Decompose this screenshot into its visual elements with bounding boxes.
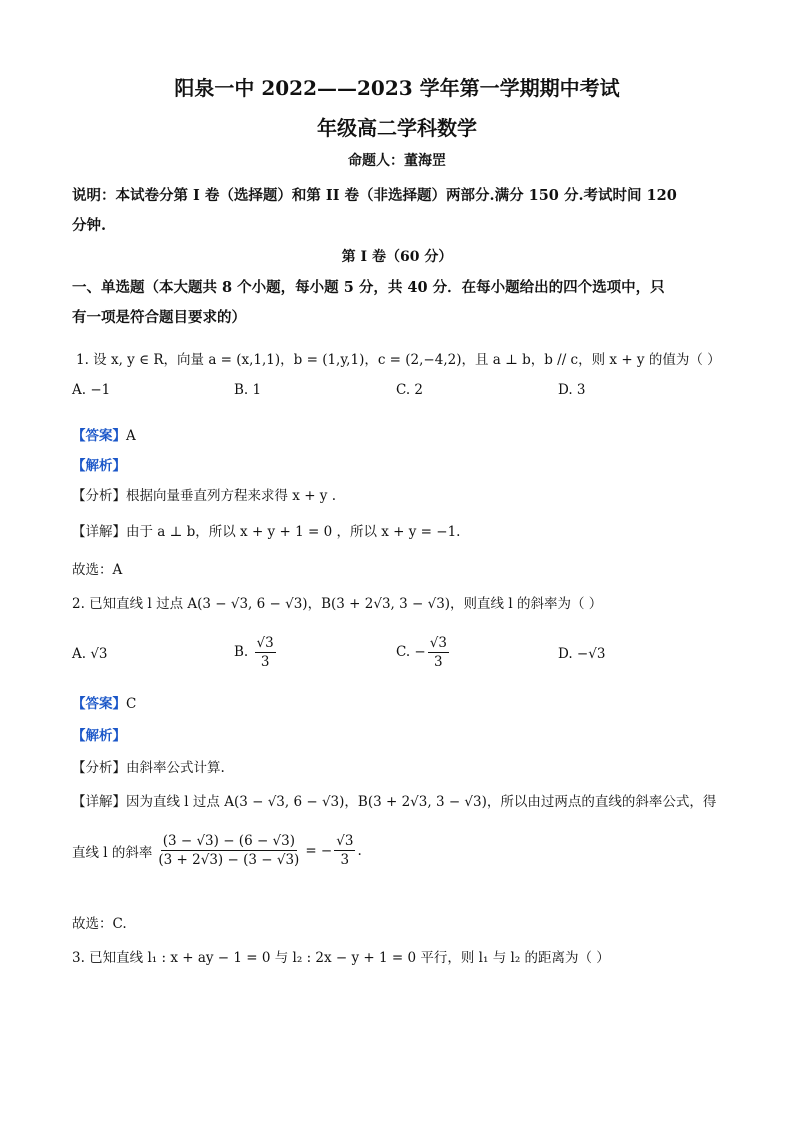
- q2-detail: 因为直线 l 过点 A(3 − √3, 6 − √3)，B(3 + 2√3, 3 − √3)，所以由过两点的直线的斜率公式，得: [126, 794, 717, 810]
- section-title: 第 I 卷（60 分）: [341, 249, 453, 265]
- exam-author: 命题人：董海罡: [348, 153, 446, 169]
- q1-detail-row: [72, 520, 460, 540]
- q2-option-a: A. √3: [72, 646, 108, 662]
- q2-option-b-fraction: [255, 634, 276, 671]
- q1-answer: A: [126, 428, 136, 444]
- instructions-line-1: 说明：本试卷分第 I 卷（选择题）和第 II 卷（非选择题）两部分.满分 150 分.考试时间 120: [72, 187, 677, 204]
- q2-fenxi-row: [72, 756, 225, 776]
- fenxi-tag: 【分析】: [72, 488, 126, 504]
- detail-tag: 【详解】: [72, 794, 126, 810]
- slope-fraction: [156, 832, 301, 869]
- q2-option-c: [396, 634, 451, 671]
- fraction-numerator: √3: [256, 635, 274, 651]
- fraction-denominator: 3: [260, 654, 270, 670]
- exam-subtitle: 年级高二学科数学: [317, 116, 477, 140]
- q2-option-b-label: B.: [234, 644, 249, 660]
- q1-option-d: D. 3: [558, 382, 586, 398]
- fenxi-tag: 【分析】: [72, 760, 126, 776]
- q2-analysis-tag: 【解析】: [72, 728, 126, 744]
- fraction-denominator: 3: [434, 654, 443, 670]
- q2-stem: 2. 已知直线 l 过点 A(3 − √3, 6 − √3)，B(3 + 2√3, 3 − √3)，则直线 l 的斜率为（ ）: [72, 596, 603, 612]
- slope-equals: = −: [305, 842, 333, 859]
- q2-option-c-fraction: [428, 634, 449, 671]
- q2-option-b: [234, 634, 278, 671]
- q1-analysis-tag: 【解析】: [72, 458, 126, 474]
- answer-tag: 【答案】: [72, 696, 126, 712]
- q2-fenxi: 由斜率公式计算.: [126, 760, 225, 776]
- q1-option-c: C. 2: [396, 382, 424, 398]
- fraction-numerator: √3: [336, 833, 354, 849]
- q3-stem: 3. 已知直线 l₁ : x + ay − 1 = 0 与 l₂ : 2x − y + 1 = 0 平行，则 l₁ 与 l₂ 的距离为（ ）: [72, 950, 610, 966]
- q2-option-d: D. −√3: [558, 646, 606, 662]
- fraction-numerator: √3: [429, 635, 447, 651]
- instructions-line-2: 分钟.: [72, 217, 107, 234]
- q2-conclusion: 故选：C.: [72, 916, 127, 932]
- q2-detail-row: [72, 790, 716, 810]
- q1-conclusion: 故选：A: [72, 562, 123, 578]
- answer-tag: 【答案】: [72, 428, 126, 444]
- q2-option-c-label: C. −: [396, 644, 426, 660]
- q1-option-b: B. 1: [234, 382, 262, 398]
- detail-tag: 【详解】: [72, 524, 126, 540]
- fraction-numerator: (3 − √3) − (6 − √3): [162, 833, 296, 849]
- part-heading-line-1: 一、单选题（本大题共 8 个小题，每小题 5 分，共 40 分．在每小题给出的四个选项中，只: [72, 279, 665, 296]
- slope-end: .: [357, 842, 362, 859]
- fraction-denominator: (3 + 2√3) − (3 − √3): [158, 852, 300, 868]
- part-heading-line-2: 有一项是符合题目要求的）: [72, 309, 246, 326]
- q2-answer: C: [126, 696, 137, 712]
- q1-stem: 1. 设 x, y ∈ R，向量 a = (x,1,1)，b = (1,y,1)，c = (2,−4,2)，且 a ⊥ b，b // c，则 x + y 的值为（ ）: [76, 352, 721, 368]
- q1-answer-row: [72, 424, 136, 444]
- q1-detail: 由于 a ⊥ b，所以 x + y + 1 = 0 ，所以 x + y = −1.: [126, 524, 461, 540]
- q2-answer-row: [72, 692, 136, 712]
- slope-prefix: 直线 l 的斜率: [72, 844, 153, 861]
- q1-fenxi: 根据向量垂直列方程来求得 x + y .: [126, 488, 337, 504]
- q1-option-a: A. −1: [72, 382, 111, 398]
- exam-title: 阳泉一中 2022——2023 学年第一学期期中考试: [174, 76, 620, 100]
- q2-slope-formula: [72, 832, 362, 869]
- q1-fenxi-row: [72, 484, 336, 504]
- fraction-denominator: 3: [340, 852, 350, 868]
- slope-result-fraction: [334, 832, 355, 869]
